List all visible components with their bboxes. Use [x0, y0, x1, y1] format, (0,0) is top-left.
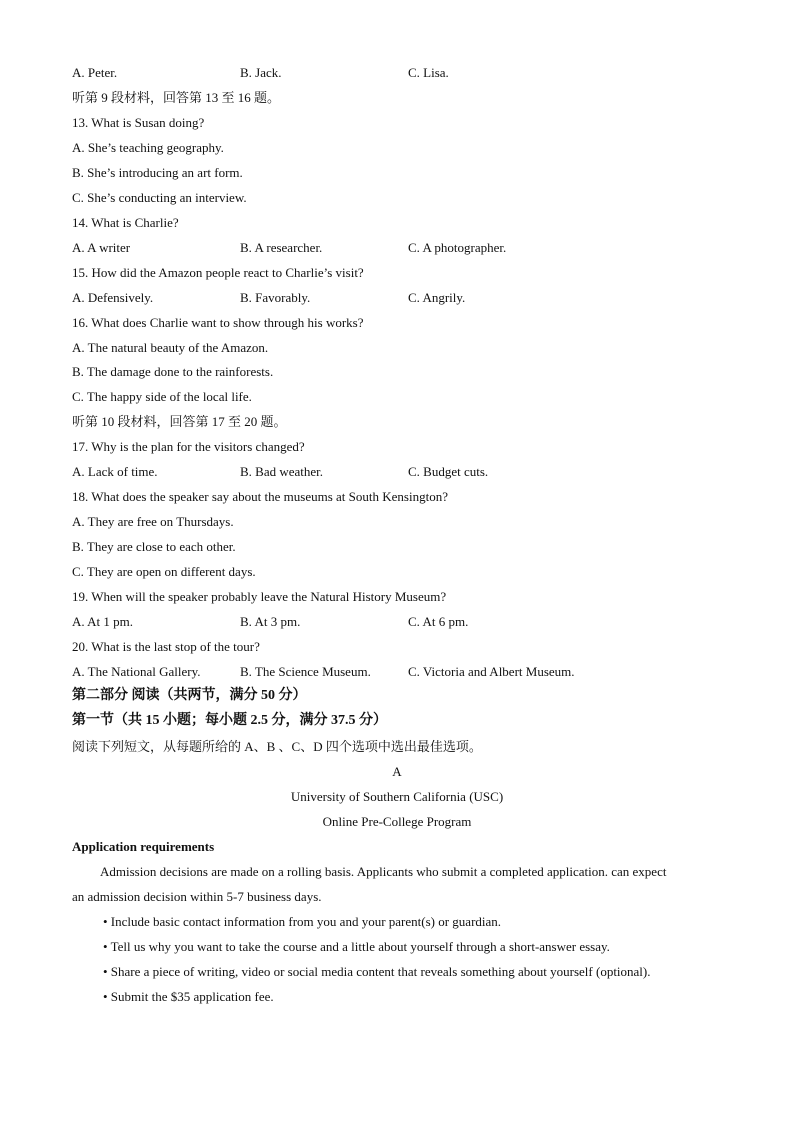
- q15-option-a: A. Defensively.: [72, 290, 154, 305]
- passage-letter: A: [392, 764, 402, 779]
- q20-question: 20. What is the last stop of the tour?: [72, 639, 260, 654]
- reading-instruction: 阅读下列短文，从每题所给的 A、B 、C、D 四个选项中选出最佳选项。: [72, 739, 482, 754]
- part2-heading: 第二部分 阅读（共两节，满分 50 分）: [72, 688, 307, 703]
- q19-option-c: C. At 6 pm.: [408, 614, 469, 629]
- q13-option-b: B. She’s introducing an art form.: [72, 165, 243, 180]
- passage-title-line2: Online Pre-College Program: [322, 814, 472, 829]
- q14-option-a: A. A writer: [72, 240, 131, 255]
- q13-option-c: C. She’s conducting an interview.: [72, 190, 247, 205]
- q19-option-a: A. At 1 pm.: [72, 614, 134, 629]
- q14-option-c: C. A photographer.: [408, 240, 507, 255]
- section9-instruction: 听第 9 段材料，回答第 13 至 16 题。: [72, 90, 281, 105]
- q17-option-c: C. Budget cuts.: [408, 464, 489, 479]
- section10-instruction: 听第 10 段材料，回答第 17 至 20 题。: [72, 414, 287, 429]
- q15-question: 15. How did the Amazon people react to Charlie’s visit?: [72, 265, 364, 280]
- q18-option-a: A. They are free on Thursdays.: [72, 514, 234, 529]
- passage-subheading: Application requirements: [72, 839, 215, 854]
- q14-question: 14. What is Charlie?: [72, 215, 179, 230]
- q12-option-b: B. Jack.: [240, 65, 282, 80]
- q17-question: 17. Why is the plan for the visitors changed?: [72, 439, 305, 454]
- q15-option-c: C. Angrily.: [408, 290, 466, 305]
- q18-option-b: B. They are close to each other.: [72, 539, 236, 554]
- q15-option-b: B. Favorably.: [240, 290, 311, 305]
- q12-option-c: C. Lisa.: [408, 65, 449, 80]
- passage-bullet: • Share a piece of writing, video or social media content that reveals something about yourself (optional).: [103, 964, 651, 979]
- q19-question: 19. When will the speaker probably leave the Natural History Museum?: [72, 589, 447, 604]
- q19-option-b: B. At 3 pm.: [240, 614, 301, 629]
- q18-option-c: C. They are open on different days.: [72, 564, 256, 579]
- q17-option-b: B. Bad weather.: [240, 464, 324, 479]
- q14-option-b: B. A researcher.: [240, 240, 323, 255]
- q13-option-a: A. She’s teaching geography.: [72, 140, 224, 155]
- passage-paragraph-line1: Admission decisions are made on a rolling basis. Applicants who submit a completed application. can expect: [100, 864, 667, 879]
- q20-option-a: A. The National Gallery.: [72, 664, 201, 679]
- q18-question: 18. What does the speaker say about the museums at South Kensington?: [72, 489, 448, 504]
- passage-bullet: • Tell us why you want to take the course and a little about yourself through a short-answer essay.: [103, 939, 610, 954]
- passage-paragraph-line2: an admission decision within 5-7 business days.: [72, 889, 322, 904]
- q12-option-a: A. Peter.: [72, 65, 118, 80]
- section1-heading: 第一节（共 15 小题；每小题 2.5 分，满分 37.5 分）: [72, 713, 387, 728]
- q17-option-a: A. Lack of time.: [72, 464, 158, 479]
- passage-title-line1: University of Southern California (USC): [290, 789, 504, 804]
- q20-option-b: B. The Science Museum.: [240, 664, 371, 679]
- passage-bullet: • Submit the $35 application fee.: [103, 989, 274, 1004]
- q20-option-c: C. Victoria and Albert Museum.: [408, 664, 575, 679]
- q16-option-a: A. The natural beauty of the Amazon.: [72, 340, 269, 355]
- passage-bullet: • Include basic contact information from you and your parent(s) or guardian.: [103, 914, 502, 929]
- q16-question: 16. What does Charlie want to show through his works?: [72, 315, 364, 330]
- q16-option-b: B. The damage done to the rainforests.: [72, 364, 274, 379]
- q16-option-c: C. The happy side of the local life.: [72, 389, 252, 404]
- q13-question: 13. What is Susan doing?: [72, 115, 205, 130]
